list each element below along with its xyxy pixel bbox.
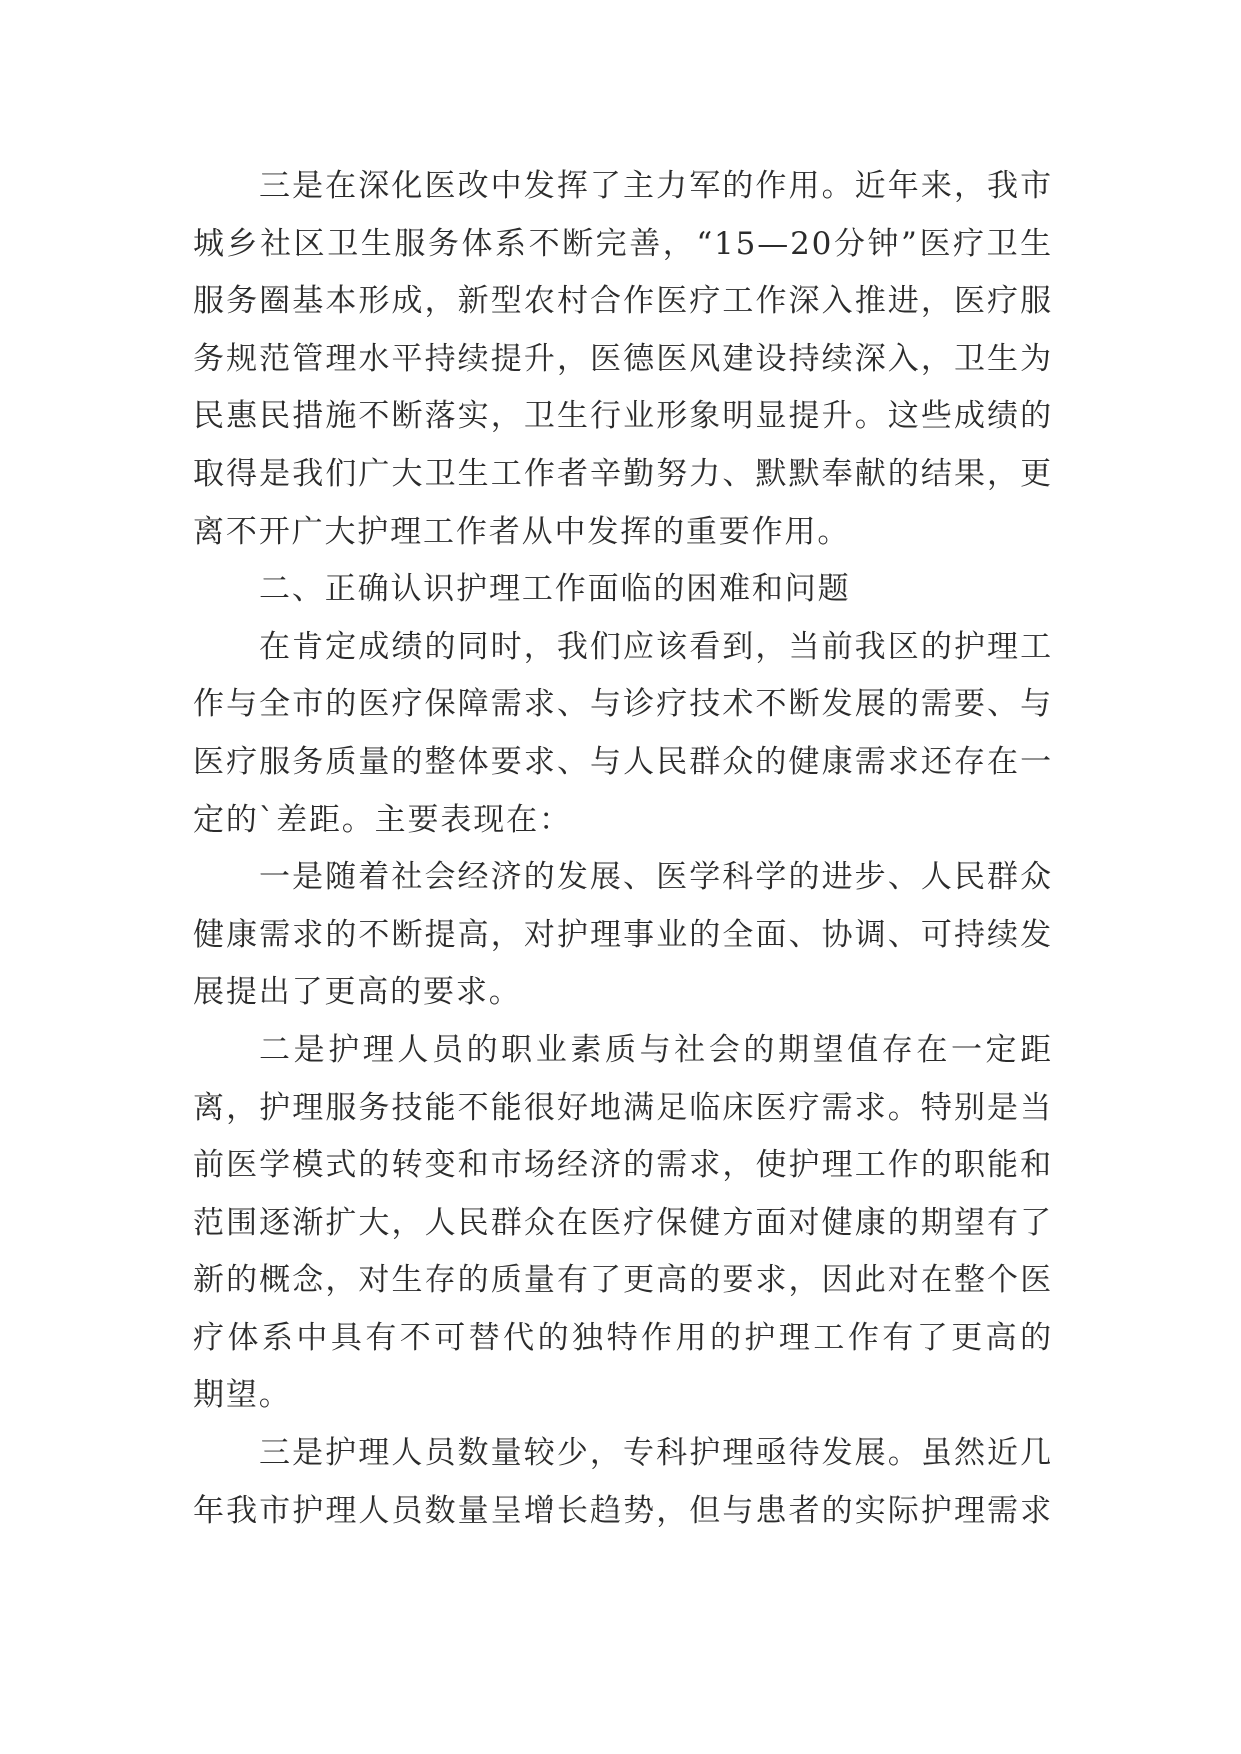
text-line: 三是在深化医改中发挥了主力军的作用。近年来，我市: [259, 168, 1053, 204]
text-line: 民惠民措施不断落实，卫生行业形象明显提升。这些成绩的: [193, 398, 1053, 435]
text-line: 在肯定成绩的同时，我们应该看到，当前我区的护理工: [259, 628, 1053, 665]
text-line: 健康需求的不断提高，对护理事业的全面、协调、可持续发: [193, 916, 1053, 953]
text-line: 服务圈基本形成，新型农村合作医疗工作深入推进，医疗服: [193, 283, 1053, 320]
text-line: 一是随着社会经济的发展、医学科学的进步、人民群众: [259, 859, 1053, 896]
text-line: 二是护理人员的职业素质与社会的期望值存在一定距: [259, 1031, 1053, 1068]
text-line: 三是护理人员数量较少，专科护理亟待发展。虽然近几: [259, 1435, 1053, 1472]
text-line: 取得是我们广大卫生工作者辛勤努力、默默奉献的结果，更: [193, 455, 1053, 492]
section-heading: 二、正确认识护理工作面临的困难和问题: [259, 571, 851, 608]
text-line: 前医学模式的转变和市场经济的需求，使护理工作的职能和: [193, 1147, 1053, 1184]
text-line: 新的概念，对生存的质量有了更高的要求，因此对在整个医: [193, 1262, 1053, 1299]
text-line: 定的`差距。主要表现在：: [193, 801, 572, 838]
text-line: 范围逐渐扩大，人民群众在医疗保健方面对健康的期望有了: [193, 1204, 1053, 1241]
text-line: 期望。: [193, 1377, 292, 1414]
text-line: 疗体系中具有不可替代的独特作用的护理工作有了更高的: [193, 1319, 1053, 1356]
text-line: 离不开广大护理工作者从中发挥的重要作用。: [193, 513, 851, 550]
text-line: 离，护理服务技能不能很好地满足临床医疗需求。特别是当: [193, 1089, 1053, 1126]
text-line: 年我市护理人员数量呈增长趋势，但与患者的实际护理需求: [193, 1492, 1053, 1529]
text-line: 务规范管理水平持续提升，医德医风建设持续深入，卫生为: [193, 340, 1053, 377]
text-line: 展提出了更高的要求。: [193, 974, 522, 1011]
text-line: 城乡社区卫生服务体系不断完善，“15—20分钟”医疗卫生: [193, 225, 1053, 262]
text-line: 作与全市的医疗保障需求、与诊疗技术不断发展的需要、与: [193, 686, 1053, 723]
body-text: [193, 158, 1053, 1540]
text-line: 医疗服务质量的整体要求、与人民群众的健康需求还存在一: [193, 743, 1053, 780]
